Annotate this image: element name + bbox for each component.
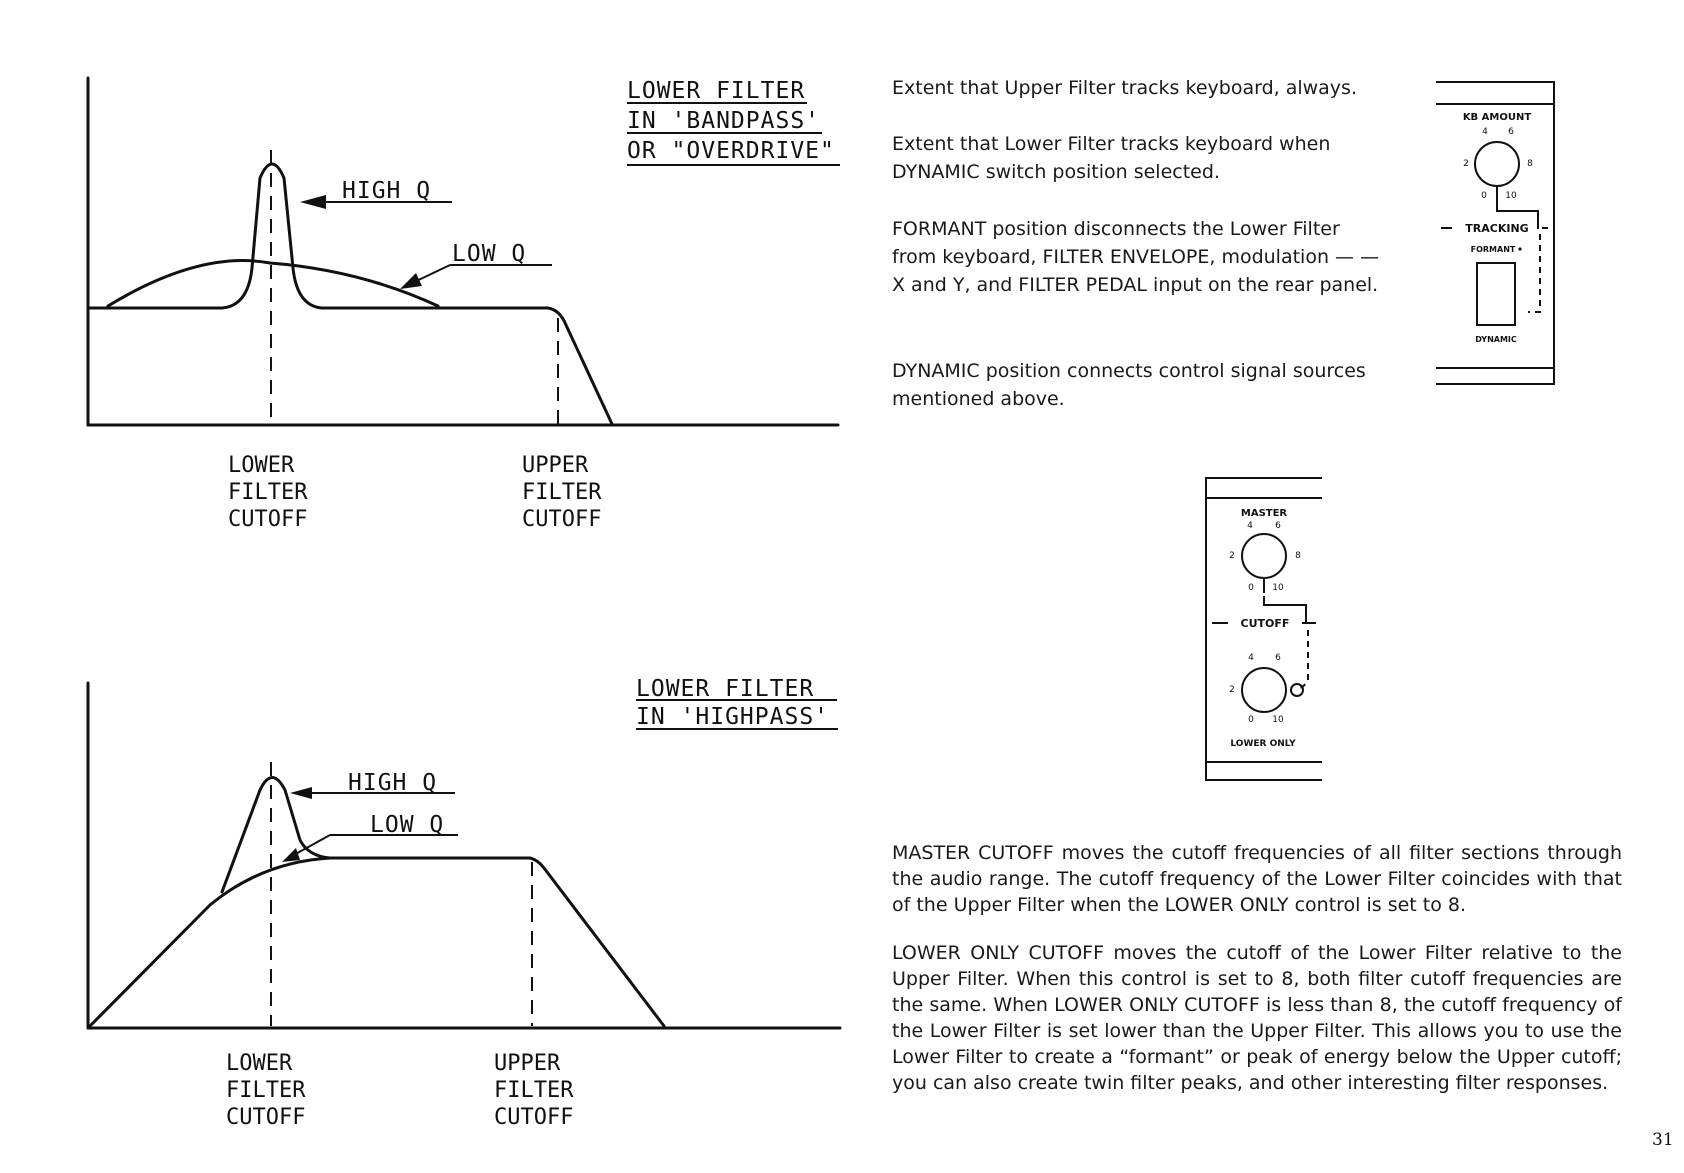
cutoff-panel	[1200, 474, 1330, 786]
high-q-arrowhead	[300, 195, 326, 209]
caption-line: FILTER	[226, 1078, 306, 1103]
caption-line: CUTOFF	[228, 507, 308, 532]
scale-mark: 2	[1229, 551, 1235, 561]
scale-mark: 4	[1248, 653, 1254, 663]
scale-mark: 10	[1272, 583, 1284, 593]
scale-mark: 8	[1295, 551, 1301, 561]
upper-tracking-note: Extent that Upper Filter tracks keyboard, always.	[892, 77, 1357, 99]
bottom-high-q-arrowhead	[290, 787, 312, 799]
scale-mark: 4	[1247, 521, 1253, 531]
caption-line: CUTOFF	[494, 1105, 574, 1130]
caption-line: FILTER	[522, 480, 602, 505]
caption-line: UPPER	[494, 1051, 561, 1076]
master-cutoff-paragraph: MASTER CUTOFF moves the cutoff frequencies of all filter sections through the audio range. The cutoff frequency of the Lower Filter coincides with that of the Upper Filter when the LOWER ONLY control is set to 8.	[892, 842, 1622, 916]
scale-mark: 6	[1275, 653, 1281, 663]
caption-line: UPPER	[522, 453, 589, 478]
formant-note: FORMANT position disconnects the Lower Filter from keyboard, FILTER ENVELOPE, modulation — — X and Y, and FILTER PEDAL input on the rear panel.	[892, 218, 1380, 296]
cutoff-section-label: CUTOFF	[1240, 617, 1290, 630]
page-number: 31	[1652, 1130, 1674, 1150]
scale-mark: 0	[1481, 191, 1487, 201]
low-q-arrowhead	[400, 273, 422, 289]
scale-mark: 10	[1505, 191, 1517, 201]
lower-only-cutoff-paragraph: LOWER ONLY CUTOFF moves the cutoff of the Lower Filter relative to the Upper Filter. When this control is set to 8, both filter cutoff frequencies are the same. When LOWER ONLY CUTOFF is less than 8, the cutoff frequency of the Lower Filter is set lower than the Upper Filter. This allows you to use the Lower Filter to create a “formant” or peak of energy below the Upper cutoff; you can also create twin filter peaks, and other interesting filter responses.	[892, 942, 1622, 1094]
bottom-title-line-2: IN 'HIGHPASS'	[636, 704, 830, 730]
lower-only-jack	[1291, 684, 1303, 696]
caption-line: LOWER	[228, 453, 295, 478]
caption-line: LOWER	[226, 1051, 293, 1076]
caption-line: CUTOFF	[226, 1105, 306, 1130]
top-high-q-label: HIGH Q	[342, 178, 432, 204]
top-graph-low-q-curve	[108, 261, 438, 306]
caption-line: CUTOFF	[522, 507, 602, 532]
top-lower-cutoff-caption	[228, 452, 307, 533]
kb-amount-knob[interactable]	[1475, 142, 1519, 186]
top-title-line-3: OR "OVERDRIVE"	[627, 138, 835, 164]
scale-mark: 6	[1508, 127, 1514, 137]
scale-mark: 2	[1229, 685, 1235, 695]
scale-mark: 10	[1272, 715, 1284, 725]
master-cutoff-knob[interactable]	[1242, 534, 1286, 578]
scale-mark: 8	[1527, 159, 1533, 169]
lower-only-label: LOWER ONLY	[1230, 739, 1296, 749]
formant-label: FORMANT	[1470, 245, 1516, 254]
bottom-graph-title	[636, 676, 829, 730]
top-upper-cutoff-caption	[522, 452, 601, 533]
caption-line: FILTER	[494, 1078, 574, 1103]
tracking-section-label: TRACKING	[1465, 222, 1529, 235]
master-label: MASTER	[1240, 508, 1288, 519]
dynamic-label: DYNAMIC	[1475, 335, 1517, 344]
kb-amount-label: KB AMOUNT	[1462, 112, 1532, 123]
tracking-panel	[1430, 78, 1560, 388]
top-title-line-1: LOWER FILTER	[627, 78, 806, 104]
bottom-low-q-arrowhead	[282, 848, 300, 862]
bottom-high-q-label: HIGH Q	[348, 770, 438, 796]
dynamic-note: DYNAMIC position connects control signal sources mentioned above.	[892, 360, 1366, 410]
tracking-switch[interactable]	[1477, 263, 1515, 325]
bottom-low-q-label: LOW Q	[370, 812, 445, 838]
top-title-line-2: IN 'BANDPASS'	[627, 108, 821, 134]
lower-tracking-note: Extent that Lower Filter tracks keyboard when DYNAMIC switch position selected.	[892, 133, 1331, 183]
scale-mark: 6	[1275, 521, 1281, 531]
bottom-upper-cutoff-caption	[494, 1050, 573, 1131]
lower-only-cutoff-knob[interactable]	[1242, 668, 1286, 712]
caption-line: FILTER	[228, 480, 308, 505]
bottom-title-line-1: LOWER FILTER	[636, 676, 815, 702]
top-low-q-label: LOW Q	[452, 241, 527, 267]
scale-mark: 0	[1248, 583, 1254, 593]
scale-mark: 0	[1248, 715, 1254, 725]
bottom-graph-low-q-curve	[90, 858, 530, 1026]
scale-mark: 2	[1463, 159, 1469, 169]
scale-mark: 4	[1482, 127, 1488, 137]
bottom-lower-cutoff-caption	[226, 1050, 305, 1131]
top-graph-title	[627, 78, 835, 164]
